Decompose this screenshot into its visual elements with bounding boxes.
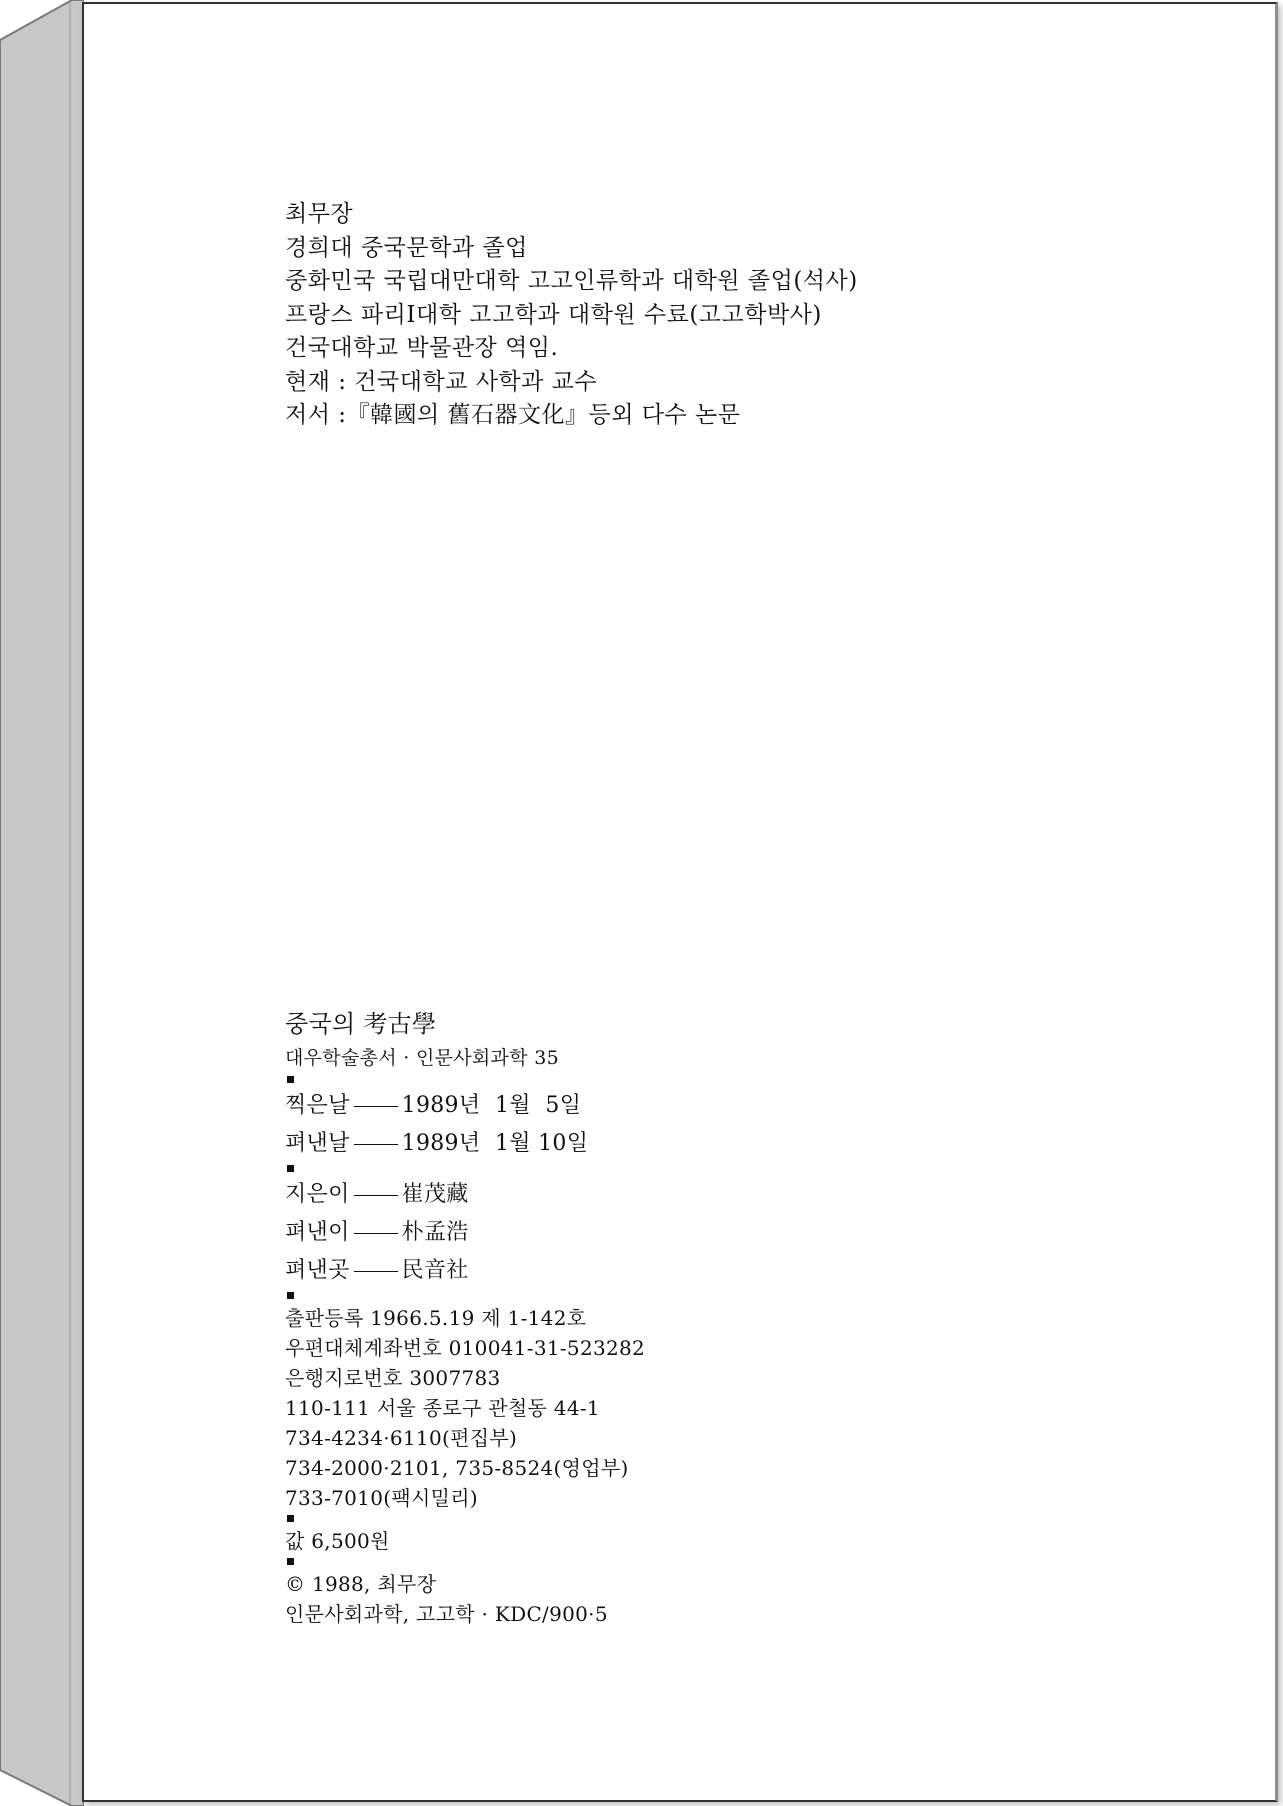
publishing-house-label: 펴낸곳 (285, 1258, 350, 1283)
copyright: © 1988, 최무장 (285, 1572, 437, 1596)
publisher-address: 110-111 서울 종로구 관철동 44-1 (285, 1396, 600, 1420)
author-name: 최무장 (285, 201, 354, 227)
dash-separator (354, 1106, 398, 1107)
classification: 인문사회과학, 고고학 · KDC/900·5 (285, 1602, 608, 1626)
section-marker (287, 1165, 294, 1172)
printed-label: 찍은날 (285, 1093, 350, 1118)
author-value: 崔茂藏 (401, 1182, 469, 1207)
publisher-row (285, 1214, 645, 1252)
author-bio (285, 198, 858, 433)
dash-separator (354, 1144, 398, 1145)
published-label: 펴낸날 (285, 1131, 350, 1156)
author-education-3: 프랑스 파리I대학 고고학과 대학원 수료(고고학박사) (285, 301, 822, 328)
phone-editorial: 734-4234·6110(편집부) (285, 1426, 518, 1450)
printed-date: 1989년 1월 5일 (401, 1093, 582, 1118)
author-career: 건국대학교 박물관장 역임. (285, 335, 559, 361)
dash-separator (354, 1233, 398, 1234)
price: 값 6,500원 (285, 1529, 390, 1553)
publishing-house-row (285, 1252, 645, 1290)
dash-separator (354, 1195, 398, 1196)
colophon (285, 1006, 645, 1629)
postal-account: 우편대체계좌번호 010041-31-523282 (285, 1336, 646, 1360)
publisher-label: 펴낸이 (285, 1220, 350, 1245)
printed-date-row (285, 1087, 645, 1125)
book-series: 대우학술총서 · 인문사회과학 35 (285, 1047, 559, 1069)
registration-info: 출판등록 1966.5.19 제 1-142호 (285, 1306, 587, 1330)
section-marker (287, 1292, 294, 1299)
fax-number: 733-7010(팩시밀리) (285, 1486, 478, 1510)
author-current-position: 현재 : 건국대학교 사학과 교수 (285, 368, 598, 395)
published-date-row (285, 1125, 645, 1163)
publisher-value: 朴孟浩 (401, 1220, 469, 1245)
book-title: 중국의 考古學 (285, 1010, 437, 1038)
author-education-1: 경희대 중국문학과 졸업 (285, 234, 528, 261)
phone-sales: 734-2000·2101, 735-8524(영업부) (285, 1456, 629, 1480)
section-marker (287, 1558, 294, 1565)
author-row (285, 1176, 645, 1214)
book-spine (0, 0, 84, 1806)
author-works: 저서 :『韓國의 舊石器文化』등외 다수 논문 (285, 402, 741, 428)
author-education-2: 중화민국 국립대만대학 고고인류학과 대학원 졸업(석사) (285, 268, 858, 294)
published-date: 1989년 1월 10일 (401, 1131, 589, 1156)
bank-giro: 은행지로번호 3007783 (285, 1366, 501, 1390)
author-label: 지은이 (285, 1182, 350, 1207)
section-marker (287, 1076, 294, 1083)
dash-separator (354, 1271, 398, 1272)
publishing-house-value: 民音社 (401, 1258, 469, 1283)
section-marker (287, 1515, 294, 1522)
